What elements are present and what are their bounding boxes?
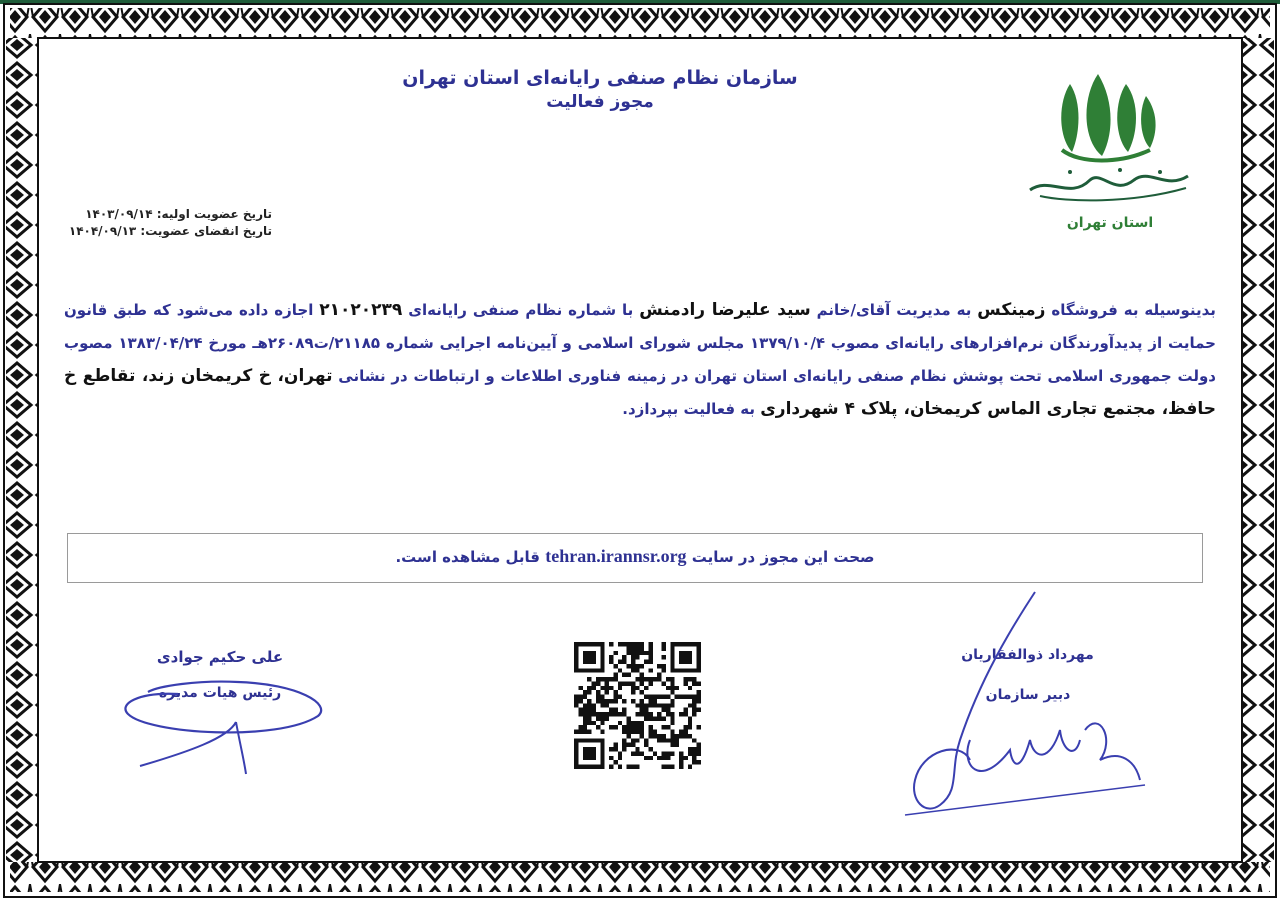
manager-name: سید علیرضا رادمنش [639,300,811,320]
document-title: مجوز فعالیت [546,92,654,112]
qr-code[interactable] [574,642,701,769]
verification-site-link[interactable]: tehran.irannsr.org [545,546,687,566]
membership-start [60,206,272,223]
secretary-name: مهرداد ذوالفقاریان [961,647,1094,663]
membership-expiry [60,223,272,240]
secretary-title: دبیر سازمان [985,687,1071,703]
membership-start-date: ۱۴۰۳/۰۹/۱۴ [85,207,153,221]
body-text-part: اجازه داده می‌شود که طبق قانون حمایت از پدیدآورندگان نرم‌افزارهای رایانه‌ای مصوب ۱۳۷۹/۱۰/۴ مجلس شورای اسلامی و آیین‌نامه اجرایی شماره ۲۱۱۸۵/ت۲۶۰۸۹هـ مورخ ۱۳۸۳/۰۴/۲۴ مصوب دولت جمهوری اسلامی تحت پوشش نظام صنفی رایانه‌ای استان تهران در زمینه فناوری اطلاعات و ارتباطات در نشانی [64,301,1216,385]
registration-number: ۲۱۰۲۰۲۳۹ [319,300,403,320]
logo-province-label: استان تهران [1066,215,1154,231]
membership-start-label: تاریخ عضویت اولیه: [156,207,272,221]
chairman-title: رئیس هیات مدیره [158,685,282,701]
license-body-text [64,294,1216,426]
verification-suffix: قابل مشاهده است. [395,548,540,566]
chairman-name: علی حکیم جوادی [156,648,284,666]
body-text-part: با شماره نظام صنفی رایانه‌ای [408,301,634,319]
secretary-signature [900,590,1150,820]
verification-prefix: صحت این مجوز در سایت [691,548,875,566]
store-name: زمینکس [977,300,1046,320]
chairman-signature [118,664,328,780]
body-text-part: به مدیریت آقای/خانم [816,301,972,319]
body-text-part: به فعالیت بپردازد. [622,400,755,418]
body-text-part: بدینوسیله به فروشگاه [1051,301,1216,319]
organization-title: سازمان نظام صنفی رایانه‌ای استان تهران [402,67,798,89]
membership-expiry-label: تاریخ انقضای عضویت: [140,224,272,238]
verification-text [68,546,1202,567]
membership-expiry-date: ۱۴۰۴/۰۹/۱۳ [68,224,137,238]
verification-box [67,533,1203,583]
store-address: تهران، خ کریمخان زند، تقاطع خ حافظ، مجتمع تجاری الماس کریمخان، پلاک ۴ شهرداری [64,366,1216,419]
membership-dates [60,206,272,240]
